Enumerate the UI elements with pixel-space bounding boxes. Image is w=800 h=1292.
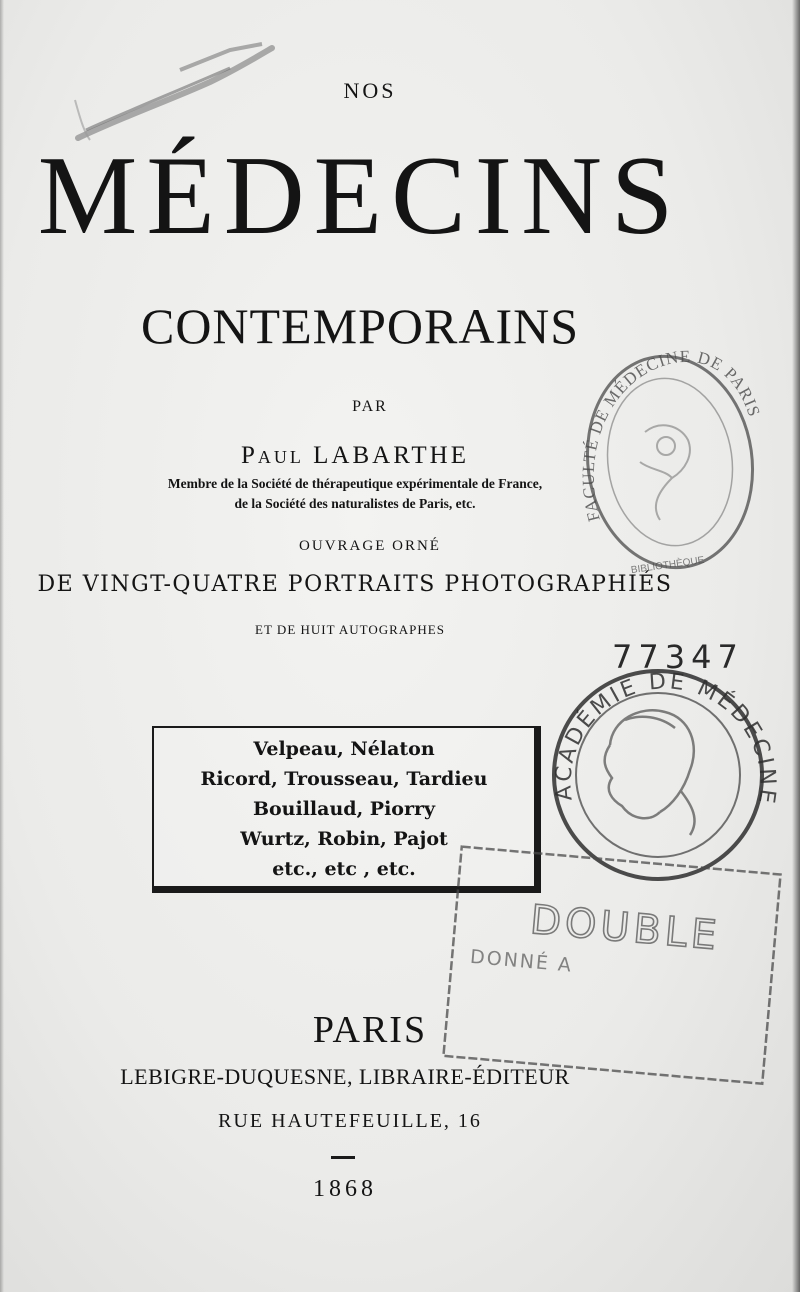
author-name: Paul LABARTHE bbox=[241, 442, 469, 469]
book-subtitle: CONTEMPORAINS bbox=[140, 298, 580, 354]
page-edge-shadow-right bbox=[792, 0, 800, 1292]
donne-stamp-text: DONNÉ A bbox=[469, 945, 574, 977]
by-label: PAR bbox=[352, 398, 388, 415]
imprint-year: 1868 bbox=[313, 1176, 377, 1202]
contents-line: Ricord, Trousseau, Tardieu bbox=[200, 768, 488, 790]
author-membership-line-2: de la Société des naturalistes de Paris, etc. bbox=[234, 496, 476, 511]
contents-line: etc., etc , etc. bbox=[272, 858, 416, 880]
imprint-city: PARIS bbox=[312, 1009, 428, 1051]
autographs-line: ET DE HUIT AUTOGRAPHES bbox=[255, 622, 445, 637]
work-description: OUVRAGE ORNÉ bbox=[299, 538, 441, 554]
heading-nos: NOS bbox=[343, 78, 397, 103]
faculte-stamp-bottom-text: BIBLIOTHÈQUE bbox=[630, 554, 706, 577]
double-stamp-text: DOUBLE bbox=[528, 896, 723, 960]
imprint-address: RUE HAUTEFEUILLE, 16 bbox=[218, 1110, 482, 1132]
contents-line: Wurtz, Robin, Pajot bbox=[240, 828, 448, 850]
portraits-line: DE VINGT-QUATRE PORTRAITS PHOTOGRAPHIÉS bbox=[37, 572, 673, 597]
academie-stamp-text: ACADÉMIE DE MÉDECINE bbox=[551, 669, 780, 808]
contents-line: Velpeau, Nélaton bbox=[253, 738, 435, 760]
imprint-divider bbox=[331, 1156, 355, 1159]
author-membership-line-1: Membre de la Société de thérapeutique expérimentale de France, bbox=[167, 476, 543, 491]
book-title: MÉDECINS bbox=[37, 134, 683, 258]
imprint-publisher: LEBIGRE-DUQUESNE, LIBRAIRE-ÉDITEUR bbox=[120, 1064, 570, 1089]
contents-line: Bouillaud, Piorry bbox=[252, 798, 436, 820]
faculte-stamp-text: FACULTÉ DE MÉDECINE DE PARIS bbox=[578, 346, 765, 524]
inventory-number-stamp: 77347 bbox=[612, 638, 744, 676]
